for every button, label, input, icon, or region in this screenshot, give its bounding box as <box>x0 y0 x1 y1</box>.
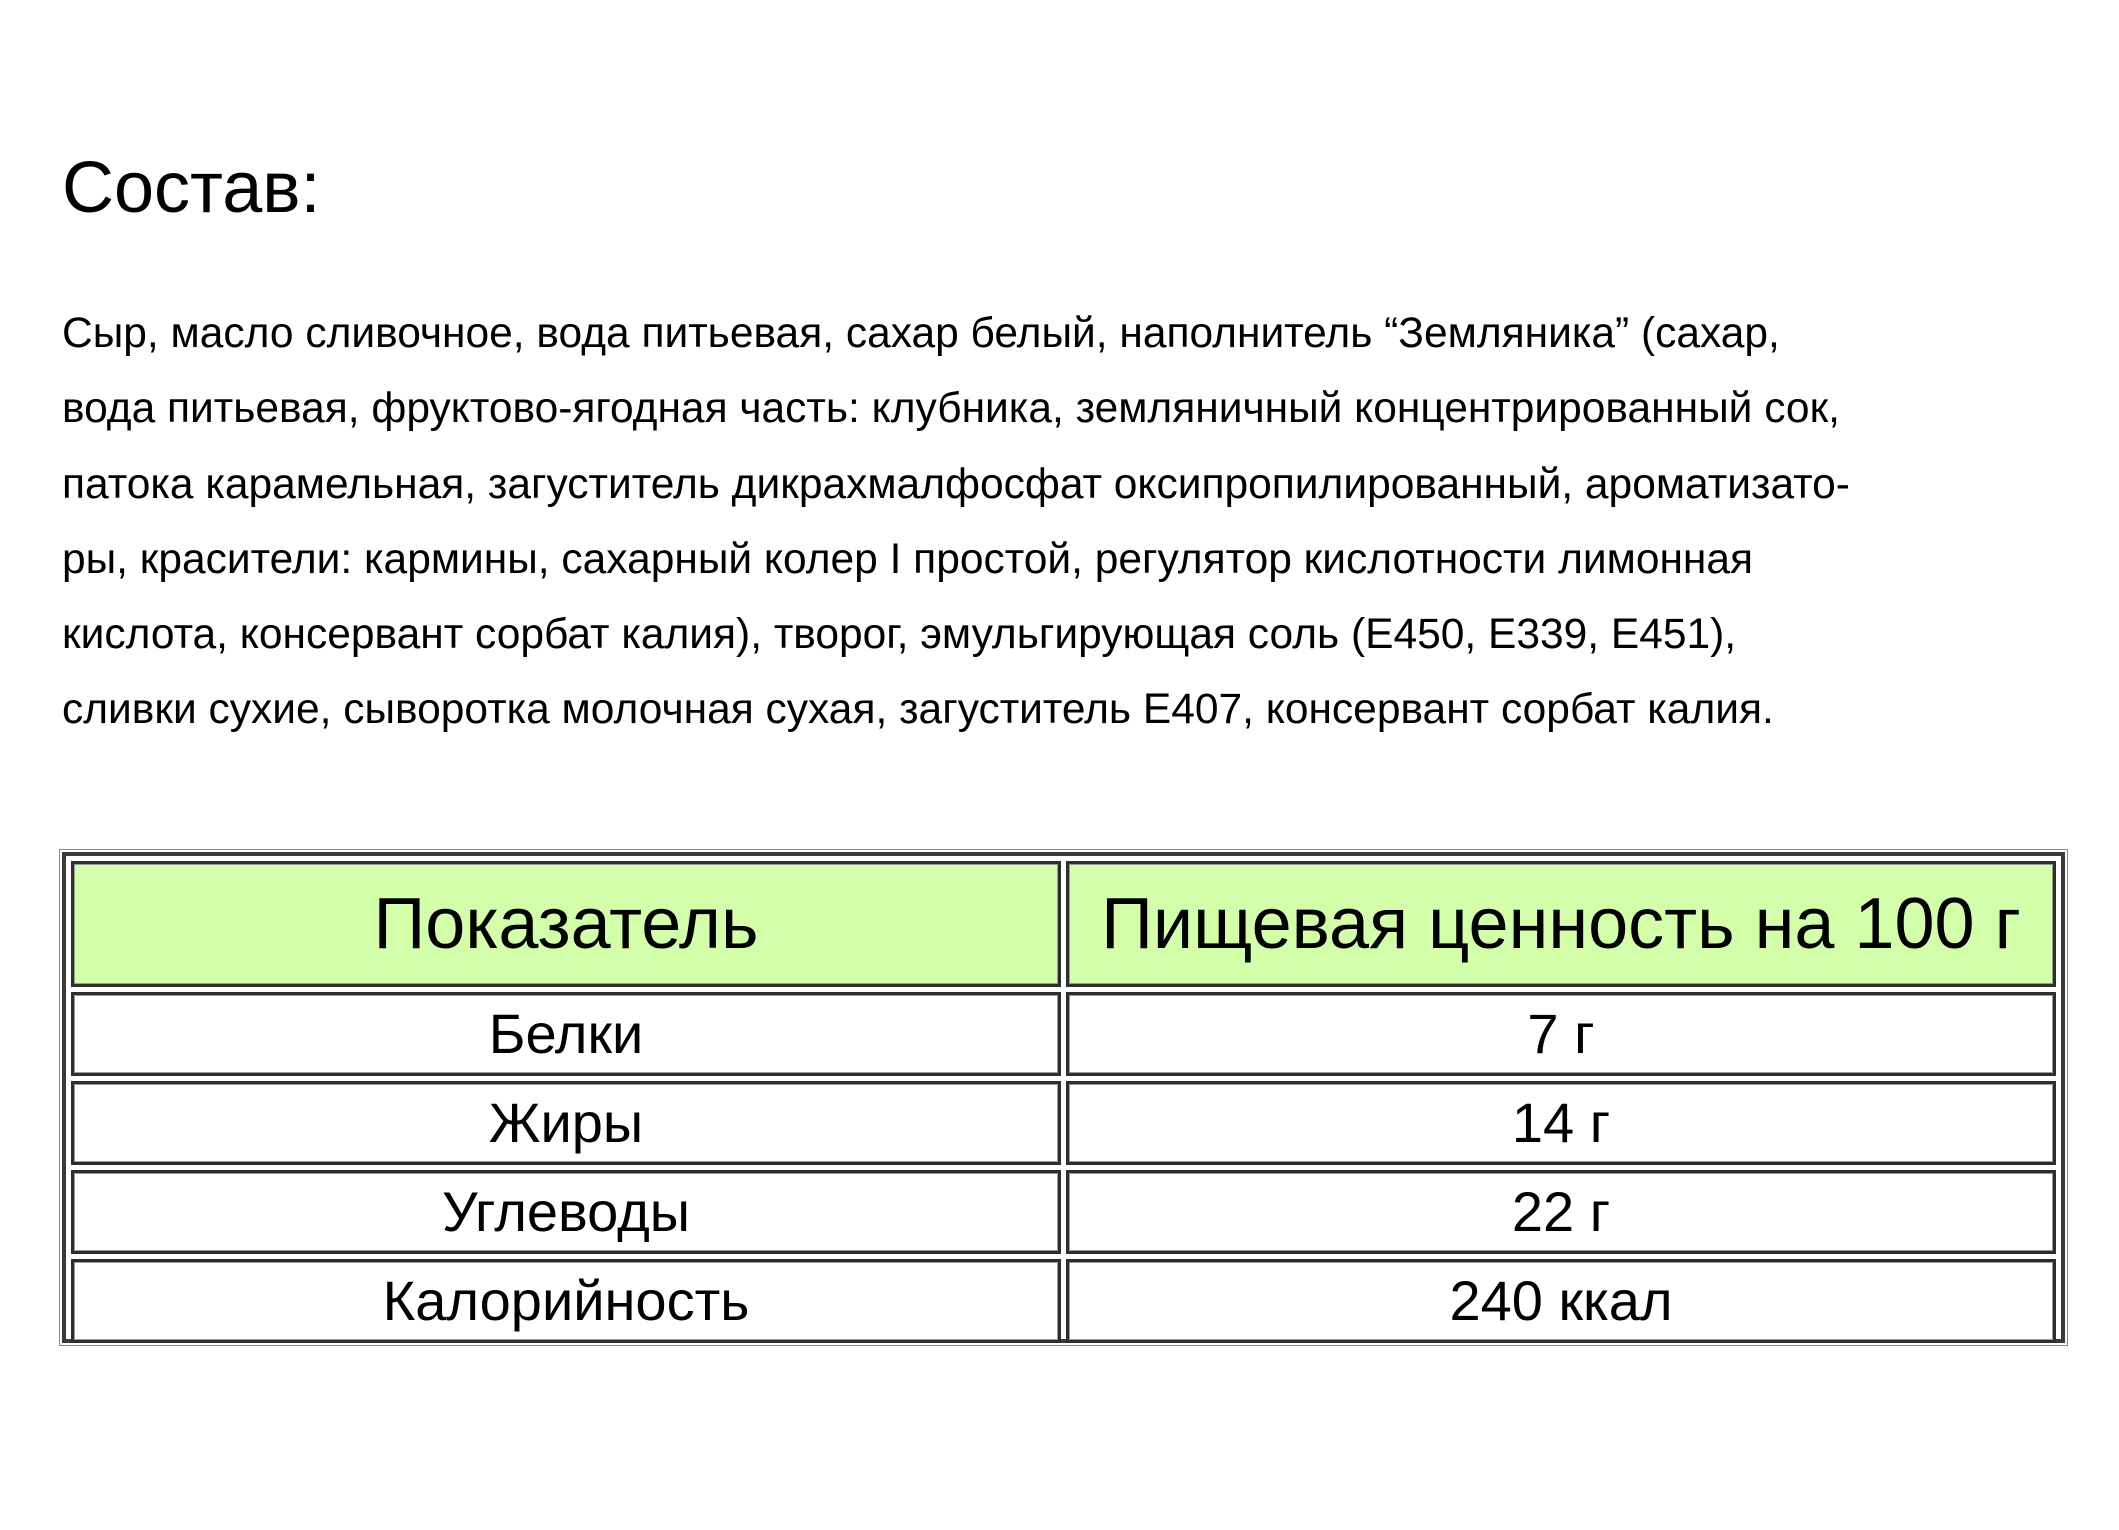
cell-value: 240 ккал <box>1066 1259 2056 1343</box>
table-row <box>71 992 2056 1076</box>
page-title: Состав: <box>62 148 321 228</box>
table-row <box>71 1259 2056 1343</box>
composition-line: Сыр, масло сливочное, вода питьевая, сахар белый, наполнитель “Земляника” (сахар, <box>62 310 1780 357</box>
cell-value: 14 г <box>1066 1081 2056 1165</box>
composition-line: патока карамельная, загуститель дикрахмалфосфат оксипропилированный, ароматизато- <box>62 460 1850 508</box>
column-header-indicator: Показатель <box>71 861 1061 987</box>
composition-line: вода питьевая, фруктово-ягодная часть: клубника, земляничный концентрированный сок, <box>62 385 1840 433</box>
cell-indicator: Калорийность <box>71 1259 1061 1343</box>
cell-indicator: Белки <box>71 992 1061 1076</box>
cell-indicator: Жиры <box>71 1081 1061 1165</box>
nutrition-table-frame <box>62 852 2065 1343</box>
cell-indicator: Углеводы <box>71 1170 1061 1254</box>
table-header-row <box>71 861 2056 987</box>
composition-line: кислота, консервант сорбат калия), творог, эмульгирующая соль (E450, E339, E451), <box>62 611 1737 659</box>
table-row <box>71 1170 2056 1254</box>
composition-line: сливки сухие, сыворотка молочная сухая, загуститель E407, консервант сорбат калия. <box>62 686 1774 734</box>
cell-value: 7 г <box>1066 992 2056 1076</box>
nutrition-table <box>66 856 2061 1348</box>
column-header-nutrition-value: Пищевая ценность на 100 г <box>1066 861 2056 987</box>
composition-line: ры, красители: кармины, сахарный колер I простой, регулятор кислотности лимонная <box>62 535 1754 583</box>
cell-value: 22 г <box>1066 1170 2056 1254</box>
table-row <box>71 1081 2056 1165</box>
composition-text <box>62 296 2112 748</box>
